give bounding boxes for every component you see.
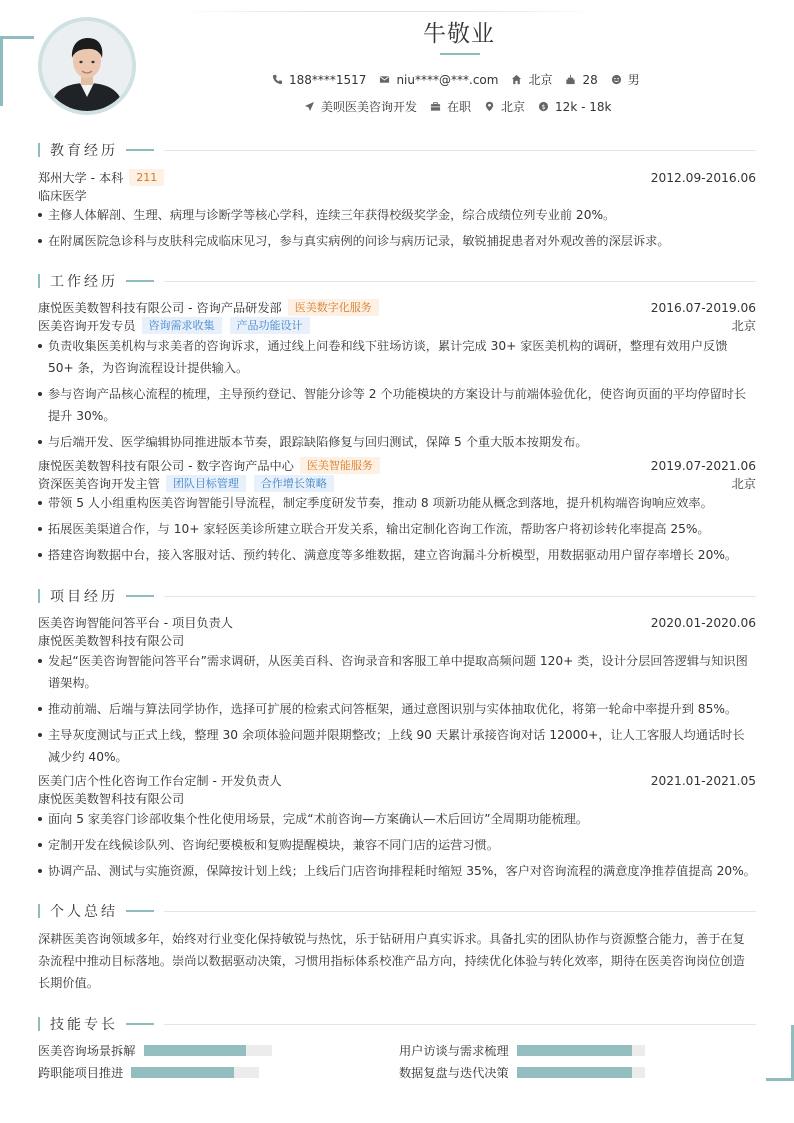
candidate-name: 牛敬业 bbox=[423, 21, 495, 47]
salary-text: 12k - 18k bbox=[555, 99, 612, 114]
skill-name: 医美咨询场景拆解 bbox=[38, 1044, 136, 1058]
education-date: 2012.09-2016.06 bbox=[650, 170, 756, 185]
skill-level-bar bbox=[131, 1067, 259, 1078]
work-2-company-row bbox=[38, 457, 756, 474]
target-position-text: 美呗医美咨询开发 bbox=[321, 100, 418, 114]
phone-icon bbox=[272, 74, 283, 85]
list-item: 带领 5 人小组重构医美咨询智能引导流程，制定季度研发节奏，推动 8 项新功能从概念到落地，提升机构端咨询响应效率。 bbox=[38, 492, 756, 514]
list-item: 定制开发在线候诊队列、咨询纪要模板和复购提醒模块，兼容不同门店的运营习惯。 bbox=[38, 834, 756, 856]
education-bullets bbox=[38, 204, 756, 256]
briefcase-icon bbox=[430, 101, 441, 112]
skill-item bbox=[399, 1064, 645, 1081]
summary-section-header bbox=[38, 902, 756, 920]
work-2-bullets bbox=[38, 492, 756, 570]
work-date: 2016.07-2019.06 bbox=[650, 300, 756, 315]
company-tag: 医美数字化服务 bbox=[288, 299, 379, 316]
work-city: 北京 bbox=[731, 319, 756, 333]
work-1-company-row bbox=[38, 299, 756, 316]
corner-decoration-bottom-right bbox=[766, 1025, 794, 1081]
contact-info-row bbox=[272, 71, 653, 88]
gender-text: 男 bbox=[627, 73, 640, 87]
money-icon bbox=[538, 101, 549, 112]
project-2-title-row bbox=[38, 772, 756, 789]
skill-item bbox=[38, 1064, 259, 1081]
job-role: 资深医美咨询开发主管 bbox=[38, 477, 160, 491]
list-item: 拓展医美渠道合作，与 10+ 家轻医美诊所建立联合开发关系，输出定制化咨询工作流，帮助客户将初诊转化率提高 25%。 bbox=[38, 518, 756, 540]
education-school-row bbox=[38, 169, 756, 186]
project-date: 2021.01-2021.05 bbox=[650, 773, 756, 788]
project-2-bullets bbox=[38, 808, 756, 886]
skill-item bbox=[399, 1042, 645, 1059]
major: 临床医学 bbox=[38, 189, 87, 203]
cake-icon bbox=[565, 74, 576, 85]
project-1-title-row bbox=[38, 614, 756, 631]
skill-level-bar bbox=[517, 1067, 645, 1078]
header-divider bbox=[180, 11, 600, 12]
phone-info bbox=[272, 73, 366, 87]
email-info bbox=[379, 73, 498, 87]
list-item: 推动前端、后端与算法同学协作，选择可扩展的检索式问答框架，通过意图识别与实体抽取优化，将第一轮命中率提升到 85%。 bbox=[38, 698, 756, 720]
target-city-info bbox=[484, 98, 525, 115]
work-city: 北京 bbox=[731, 477, 756, 491]
target-position-info bbox=[304, 98, 417, 115]
project-company: 康悦医美数智科技有限公司 bbox=[38, 634, 185, 648]
work-1-bullets bbox=[38, 335, 756, 457]
project-1-company-row bbox=[38, 632, 756, 649]
list-item: 发起“医美咨询智能问答平台”需求调研，从医美百科、咨询录音和客服工单中提取高频问题 120+ 类，设计分层回答逻辑与知识图谱架构。 bbox=[38, 650, 756, 694]
skill-level-fill bbox=[144, 1045, 246, 1056]
list-item: 协调产品、测试与实施资源，保障按计划上线；上线后门店咨询排程耗时缩短 35%，客户对咨询流程的满意度净推荐值提高 20%。 bbox=[38, 860, 756, 882]
age-info bbox=[565, 73, 597, 87]
email-text: niu****@***.com bbox=[396, 72, 499, 87]
svg-text:$: $ bbox=[541, 102, 546, 111]
list-item: 主修人体解剖、生理、病理与诊断学等核心学科，连续三年获得校级奖学金，综合成绩位列专业前 20%。 bbox=[38, 204, 756, 226]
skill-level-bar bbox=[144, 1045, 272, 1056]
section-title: 教育经历 bbox=[50, 143, 118, 159]
skill-level-fill bbox=[517, 1045, 632, 1056]
skill-name: 跨职能项目推进 bbox=[38, 1066, 124, 1080]
projects-section-header bbox=[38, 587, 756, 605]
section-title: 个人总结 bbox=[50, 904, 118, 920]
phone-text: 188****1517 bbox=[289, 72, 367, 87]
skills-section-header bbox=[38, 1015, 756, 1033]
pin-icon bbox=[484, 101, 495, 112]
job-intent-row bbox=[304, 98, 624, 115]
list-item: 搭建咨询数据中台，接入客服对话、预约转化、满意度等多维数据，建立咨询漏斗分析模型，用数据驱动用户留存率增长 20%。 bbox=[38, 544, 756, 566]
skill-level-fill bbox=[131, 1067, 233, 1078]
company-tag: 医美智能服务 bbox=[300, 457, 380, 474]
list-item: 负责收集医美机构与求美者的咨询诉求，通过线上问卷和线下驻场访谈，累计完成 30+ 家医美机构的调研，整理有效用户反馈 50+ 条，为咨询流程设计提供输入。 bbox=[38, 335, 756, 379]
gender-info bbox=[611, 71, 640, 88]
project-2-company-row bbox=[38, 790, 756, 807]
work-date: 2019.07-2021.06 bbox=[650, 458, 756, 473]
status-text: 在职 bbox=[447, 100, 472, 114]
mail-icon bbox=[379, 74, 390, 85]
age-text: 28 bbox=[582, 72, 598, 87]
role-tag: 产品功能设计 bbox=[230, 317, 310, 334]
job-role: 医美咨询开发专员 bbox=[38, 319, 136, 333]
section-title: 工作经历 bbox=[50, 274, 118, 290]
skill-level-bar bbox=[517, 1045, 645, 1056]
location-info bbox=[511, 71, 552, 88]
work-section-header bbox=[38, 272, 756, 290]
education-section-header bbox=[38, 141, 756, 159]
work-2-role-row bbox=[38, 475, 756, 492]
project-company: 康悦医美数智科技有限公司 bbox=[38, 792, 185, 806]
skill-name: 数据复盘与迭代决策 bbox=[399, 1066, 509, 1080]
company-name: 康悦医美数智科技有限公司 - 咨询产品研发部 bbox=[38, 301, 282, 315]
status-info bbox=[430, 98, 471, 115]
location-text: 北京 bbox=[528, 73, 553, 87]
send-icon bbox=[304, 101, 315, 112]
work-1-role-row bbox=[38, 317, 756, 334]
home-icon bbox=[511, 74, 522, 85]
project-date: 2020.01-2020.06 bbox=[650, 615, 756, 630]
name-underline bbox=[440, 53, 480, 55]
school-name: 郑州大学 - 本科 bbox=[38, 171, 124, 185]
project-title: 医美咨询智能问答平台 - 项目负责人 bbox=[38, 616, 233, 630]
list-item: 面向 5 家美容门诊部收集个性化使用场景，完成“术前咨询—方案确认—术后回访”全周期功能梳理。 bbox=[38, 808, 756, 830]
role-tag: 团队目标管理 bbox=[166, 475, 246, 492]
section-title: 技能专长 bbox=[50, 1017, 118, 1033]
list-item: 在附属医院急诊科与皮肤科完成临床见习，参与真实病例的问诊与病历记录，敏锐捕捉患者对外观改善的深层诉求。 bbox=[38, 230, 756, 252]
salary-info bbox=[538, 100, 611, 114]
role-tag: 咨询需求收集 bbox=[142, 317, 222, 334]
section-title: 项目经历 bbox=[50, 589, 118, 605]
list-item: 与后端开发、医学编辑协同推进版本节奏，跟踪缺陷修复与回归测试，保障 5 个重大版本按期发布。 bbox=[38, 431, 756, 453]
skill-item bbox=[38, 1042, 272, 1059]
project-1-bullets bbox=[38, 650, 756, 772]
skill-level-fill bbox=[517, 1067, 632, 1078]
list-item: 参与咨询产品核心流程的梳理，主导预约登记、智能分诊等 2 个功能模块的方案设计与前端体验优化，使咨询页面的平均停留时长提升 30%。 bbox=[38, 383, 756, 427]
summary-text: 深耕医美咨询领域多年，始终对行业变化保持敏锐与热忱，乐于钻研用户真实诉求。具备扎实的团队协作与资源整合能力，善于在复杂流程中推动目标落地。崇尚以数据驱动决策，习惯用指标体系校准产品方向，持续优化体验与转化效率，期待在医美咨询岗位创造长期价值。 bbox=[38, 932, 745, 990]
role-tag: 合作增长策略 bbox=[254, 475, 334, 492]
skill-name: 用户访谈与需求梳理 bbox=[399, 1044, 509, 1058]
project-title: 医美门店个性化咨询工作台定制 - 开发负责人 bbox=[38, 774, 282, 788]
gender-icon bbox=[611, 74, 622, 85]
list-item: 主导灰度测试与正式上线，整理 30 余项体验问题并限期整改；上线 90 天累计承接咨询对话 12000+，让人工客服人均通话时长减少约 40%。 bbox=[38, 724, 756, 768]
target-city-text: 北京 bbox=[501, 100, 526, 114]
school-tag: 211 bbox=[129, 169, 164, 186]
education-major-row bbox=[38, 187, 756, 204]
company-name: 康悦医美数智科技有限公司 - 数字咨询产品中心 bbox=[38, 459, 294, 473]
